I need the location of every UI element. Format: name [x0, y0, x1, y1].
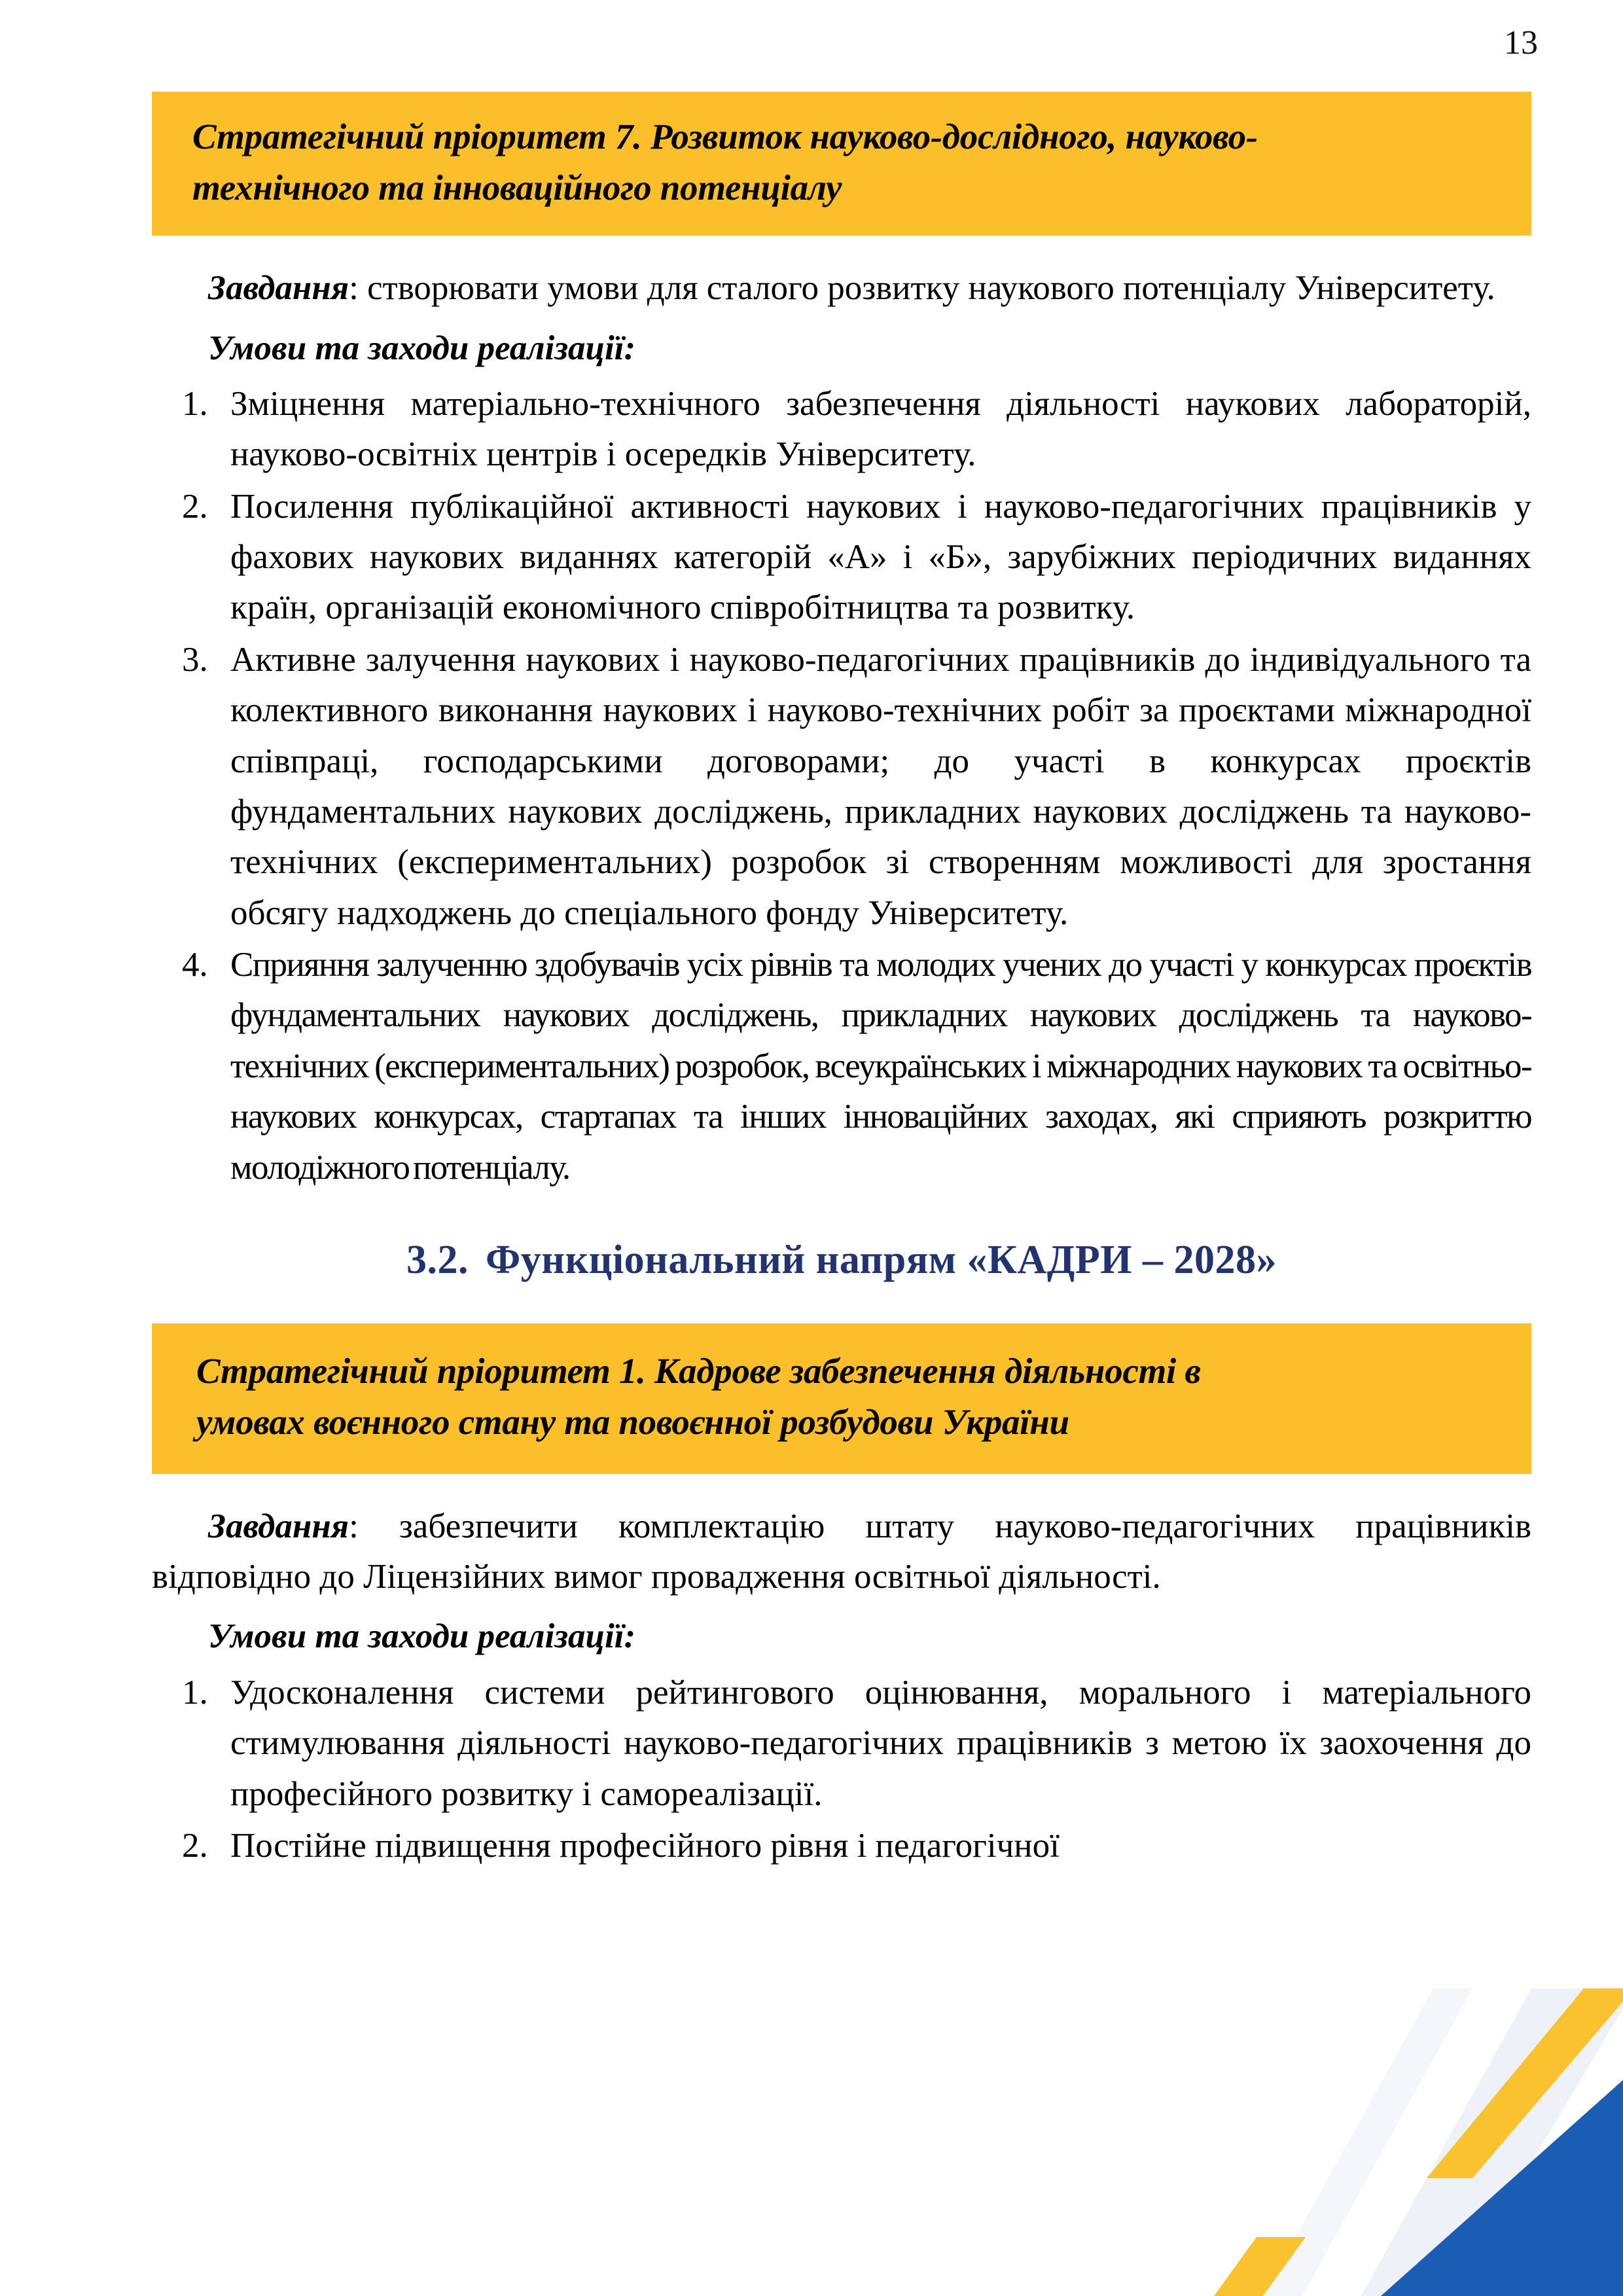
section-heading-3-2 — [152, 1234, 1531, 1287]
corner-grey-band-2 — [1263, 1988, 1472, 2296]
task-paragraph-7 — [152, 263, 1531, 314]
task-text-7: : створювати умови для сталого розвитку наукового потенціалу Університету. — [349, 269, 1495, 308]
corner-yellow-shape — [1427, 1988, 1623, 2178]
list-item — [152, 940, 1531, 1193]
corner-decoration — [1165, 1988, 1623, 2296]
priority-banner-7-line-1: Стратегічний пріоритет 7. Розвиток науково-дослідного, науково- — [192, 117, 1258, 156]
priority-banner-7-line-2: технічного та інноваційного потенціалу — [192, 168, 842, 208]
measures-list-1 — [152, 1668, 1531, 1872]
corner-yellow-accent — [1214, 2237, 1306, 2296]
page-number: 13 — [1504, 24, 1538, 62]
task-paragraph-1 — [152, 1501, 1531, 1603]
measures-label-7: Умови та заходи реалізації: — [208, 329, 636, 367]
list-item — [152, 635, 1531, 939]
priority-banner-1-line-2: умовах воєнного стану та повоєнної розбудови України — [196, 1401, 1069, 1442]
measure-text: Удосконалення системи рейтингового оцінювання, морального і матеріального стимулювання діяльності науково-педагогічних працівників з метою їх заохочення до професійного розвитку і самореалізації. — [230, 1673, 1531, 1813]
task-label-1: Завдання — [208, 1507, 349, 1545]
list-item — [152, 379, 1531, 480]
priority-banner-7 — [152, 92, 1531, 236]
task-label-7: Завдання — [208, 269, 349, 308]
section-number: 3.2. — [406, 1237, 469, 1282]
measure-text: Зміцнення матеріально-технічного забезпечення діяльності наукових лабораторій, науково-освітніх центрів і осередків Університету. — [230, 384, 1531, 474]
measures-list-7 — [152, 379, 1531, 1193]
page-content — [152, 92, 1531, 1873]
corner-grey-band-1 — [1361, 1988, 1623, 2296]
priority-banner-1 — [152, 1323, 1531, 1474]
list-item — [152, 1821, 1531, 1871]
corner-blue-shape — [1381, 2080, 1623, 2296]
spacer — [152, 1287, 1531, 1323]
measure-text: Сприяння залученню здобувачів усіх рівнів та молодих учених до участі у конкурсах проєктів фундаментальних наукових досліджень, прикладних наукових досліджень та науково-технічних (експериментальних) розробок, всеукраїнських і міжнародних наукових та освітньо-наукових конкурсах, стартапах та інших інноваційних заходах, які сприяють розкриттю молодіжного потенціалу. — [230, 946, 1531, 1187]
section-title: Функціональний напрям «КАДРИ – 2028» — [485, 1237, 1277, 1282]
list-item — [152, 482, 1531, 634]
task-text-1: : забезпечити комплектацію штату науково-педагогічних працівників відповідно до Ліцензійних вимог провадження освітньої діяльності. — [152, 1507, 1531, 1596]
measure-text: Посилення публікаційної активності наукових і науково-педагогічних працівників у фахових наукових виданнях категорій «А» і «Б», зарубіжних періодичних виданнях країн, організацій економічного співробітництва та розвитку. — [230, 487, 1531, 627]
list-item — [152, 1668, 1531, 1820]
measure-text: Активне залучення наукових і науково-педагогічних працівників до індивідуального та колективного виконання наукових і науково-технічних робіт за проєктами міжнародної співпраці, господарськими договорами; до участі в конкурсах проєктів фундаментальних наукових досліджень, прикладних наукових досліджень та науково-технічних (експериментальних) розробок зі створенням можливості для зростання обсягу надходжень до спеціального фонду Університету. — [230, 640, 1531, 932]
measures-label-1: Умови та заходи реалізації: — [208, 1617, 636, 1656]
measure-text: Постійне підвищення професійного рівня і педагогічної — [230, 1826, 1060, 1865]
priority-banner-1-line-1: Стратегічний пріоритет 1. Кадрове забезпечення діяльності в — [196, 1350, 1201, 1391]
